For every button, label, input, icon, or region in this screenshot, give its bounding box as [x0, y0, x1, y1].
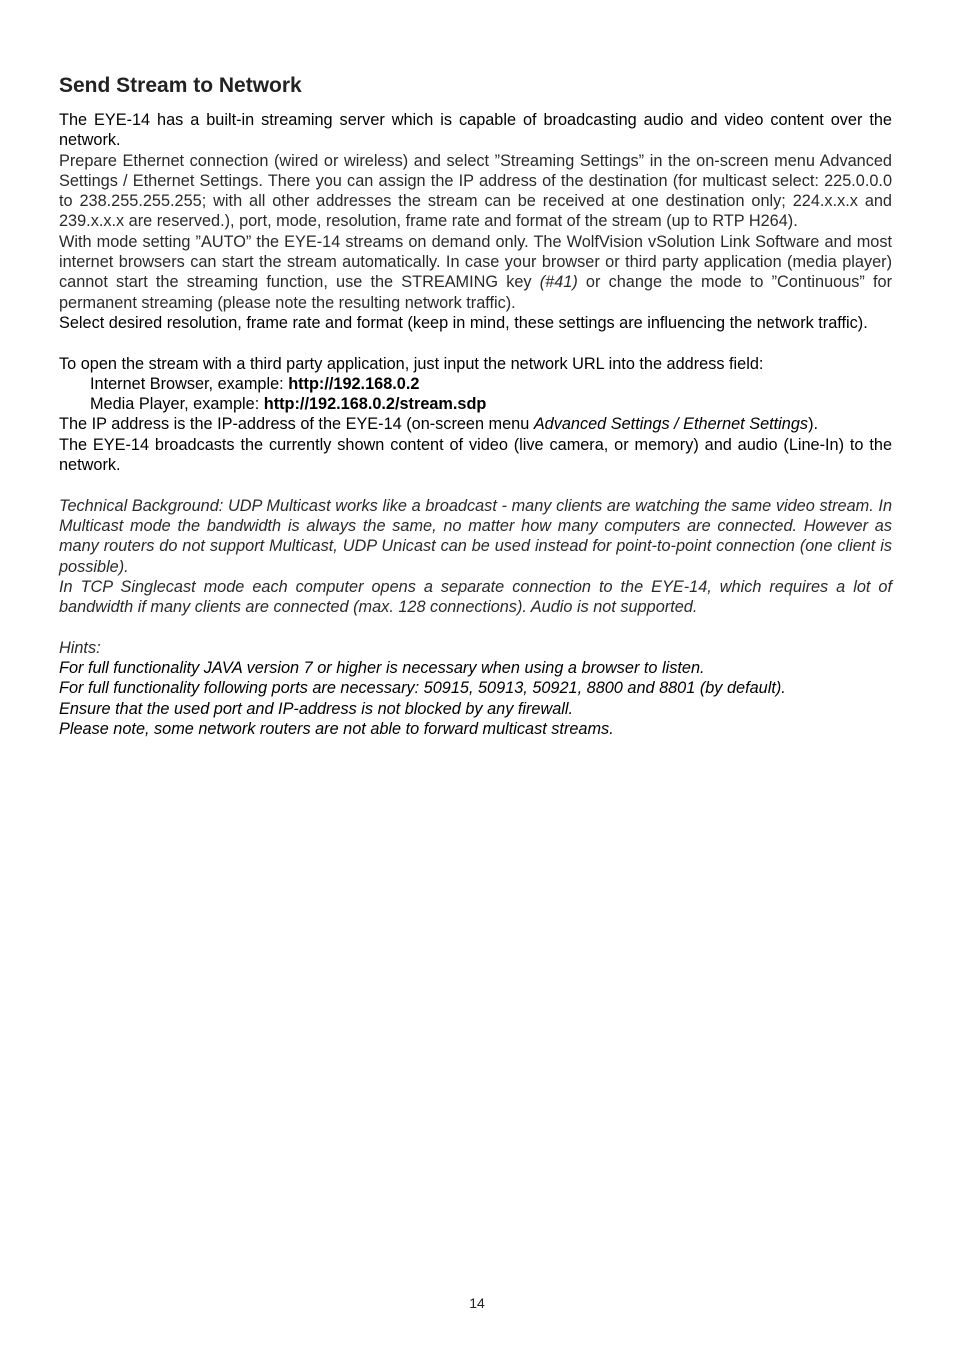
- ip-address-paragraph: [59, 414, 892, 434]
- hint-item: For full functionality JAVA version 7 or higher is necessary when using a browser to listen.: [59, 659, 705, 678]
- player-example-label: Media Player, example:: [90, 395, 264, 414]
- streaming-key-ref: (#41): [539, 273, 578, 292]
- hint-item: Ensure that the used port and IP-address is not blocked by any firewall.: [59, 699, 574, 718]
- hint-item: For full functionality following ports are necessary: 50915, 50913, 50921, 8800 and 8801 (by default).: [59, 679, 786, 698]
- mode-text-after: or change the mode to ”Continuous” for permanent streaming (please note the resulting network traffic).: [59, 273, 892, 312]
- ethernet-setup-paragraph: Prepare Ethernet connection (wired or wireless) and select ”Streaming Settings” in the on-screen menu Advanced Settings / Ethernet Settings. There you can assign the IP address of the destination (for multicast select: 225.0.0.0 to 238.255.255.255; with all other addresses the stream can be received at one destination only; 224.x.x.x and 239.x.x.x are reserved.), port, mode, resolution, frame rate and format of the stream (up to RTP H264).: [59, 151, 892, 231]
- hint-item: Please note, some network routers are not able to forward multicast streams.: [59, 719, 614, 738]
- resolution-paragraph: Select desired resolution, frame rate and format (keep in mind, these settings are influencing the network traffic).: [59, 313, 868, 332]
- page-number: 14: [469, 1295, 485, 1311]
- section-title: Send Stream to Network: [59, 74, 302, 97]
- intro-paragraph: The EYE-14 has a built-in streaming server which is capable of broadcasting audio and video content over the network.: [59, 111, 892, 150]
- player-example: [59, 394, 892, 414]
- broadcast-paragraph: The EYE-14 broadcasts the currently shown content of video (live camera, or memory) and audio (Line-In) to the network.: [59, 435, 892, 475]
- technical-background-paragraph: Technical Background: UDP Multicast works like a broadcast - many clients are watching the same video stream. In Multicast mode the bandwidth is always the same, no matter how many computers are connected. However as many routers do not support Multicast, UDP Unicast can be used instead for point-to-point connection (one client is possible).: [59, 496, 892, 576]
- mode-setting-paragraph: [59, 232, 892, 313]
- menu-path: Advanced Settings / Ethernet Settings: [533, 415, 809, 434]
- hints-title: Hints:: [59, 638, 101, 657]
- ip-text-before: The IP address is the IP-address of the EYE-14 (on-screen menu: [59, 415, 534, 434]
- mode-text-before: With mode setting ”AUTO” the EYE-14 streams on demand only. The WolfVision vSolution Link Software and most internet browsers can start the stream automatically. In case your browser or third party application (media player) cannot start the streaming function, use the STREAMING key: [59, 232, 892, 292]
- player-example-url: http://192.168.0.2/stream.sdp: [263, 395, 487, 414]
- browser-example-url: http://192.168.0.2: [288, 374, 420, 393]
- ip-text-after: ).: [808, 415, 819, 434]
- page-content: [59, 72, 892, 739]
- browser-example-label: Internet Browser, example:: [90, 374, 289, 393]
- tcp-singlecast-paragraph: In TCP Singlecast mode each computer opens a separate connection to the EYE-14, which requires a lot of bandwidth if many clients are connected (max. 128 connections). Audio is not supported.: [59, 577, 892, 617]
- browser-example: [59, 374, 892, 394]
- open-stream-paragraph: To open the stream with a third party application, just input the network URL into the address field:: [59, 354, 764, 373]
